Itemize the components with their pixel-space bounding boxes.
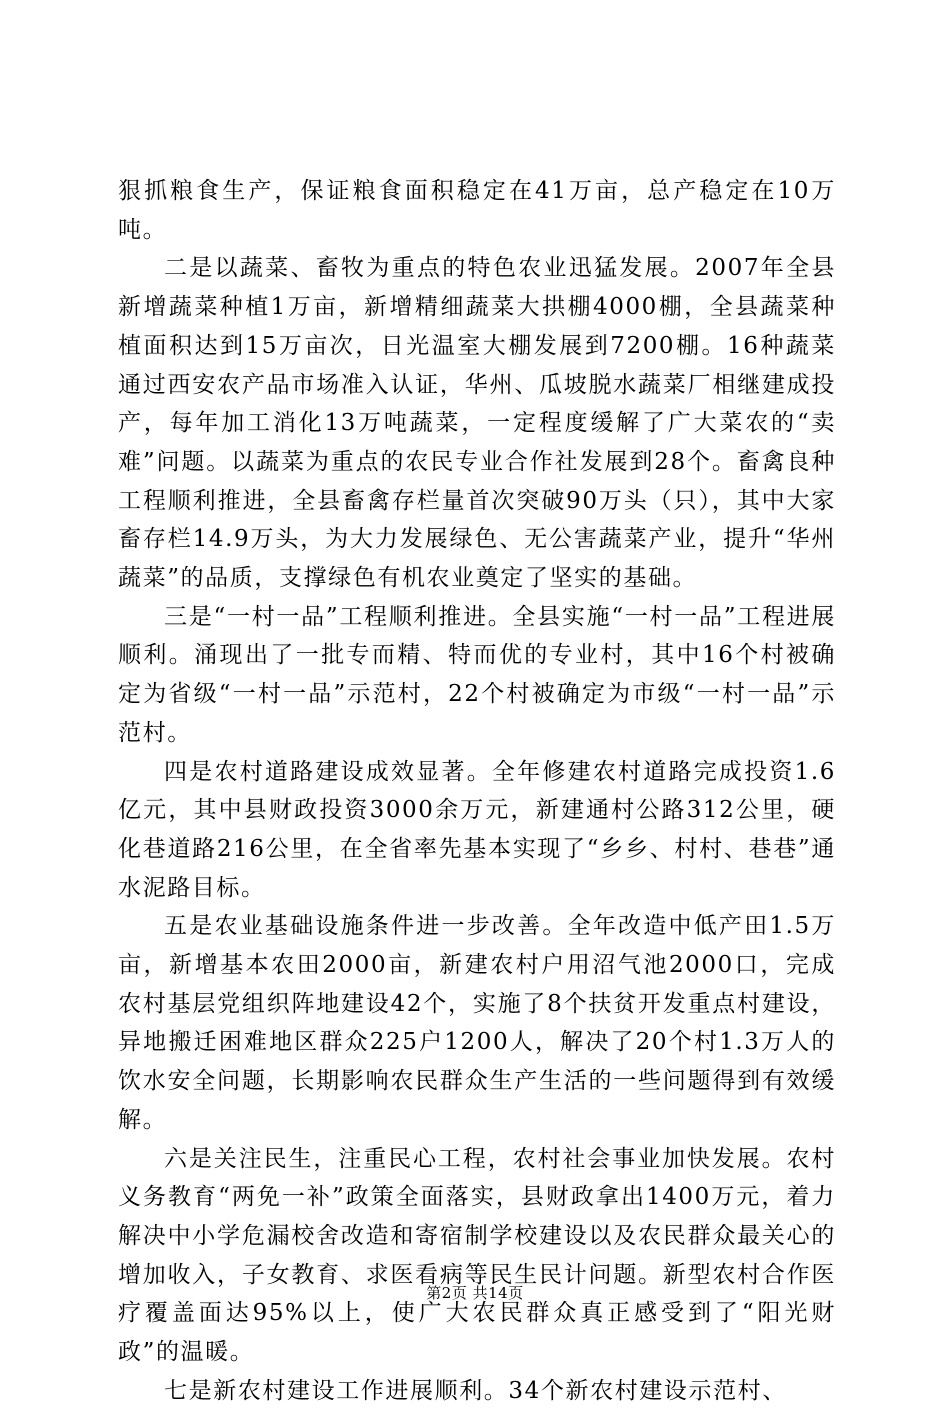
paragraph-agri-infrastructure: 五是农业基础设施条件进一步改善。全年改造中低产田1.5万亩，新增基本农田2000亩，新建农村户用沼气池2000口，完成农村基层党组织阵地建设42个，实施了8个扶贫开发重点村建设，异地搬迁困难地区群众225户1200人，解决了20个村1.3万人的饮水安全问题，长期影响农民群众生产生活的一些问题得到有效缓解。	[118, 913, 836, 1133]
document-body	[118, 172, 836, 1411]
paragraph-one-village-one-product: 三是“一村一品”工程顺利推进。全县实施“一村一品”工程进展顺利。涌现出了一批专而精、特而优的专业村，其中16个村被确定为省级“一村一品”示范村，22个村被确定为市级“一村一品”示范村。	[118, 603, 836, 746]
page-number-label: 第2页 共14页	[426, 1284, 524, 1302]
paragraph-rural-roads: 四是农村道路建设成效显著。全年修建农村道路完成投资1.6亿元，其中县财政投资3000余万元，新建通村公路312公里，硬化巷道路216公里，在全省率先基本实现了“乡乡、村村、巷巷”通水泥路目标。	[118, 758, 836, 901]
paragraph-new-countryside: 七是新农村建设工作进展顺利。34个新农村建设示范村、	[164, 1377, 787, 1404]
paragraph-vegetables-livestock: 二是以蔬菜、畜牧为重点的特色农业迅猛发展。2007年全县新增蔬菜种植1万亩，新增精细蔬菜大拱棚4000棚，全县蔬菜种植面积达到15万亩次，日光温室大棚发展到7200棚。16种蔬菜通过西安农产品市场准入认证，华州、瓜坡脱水蔬菜厂相继建成投产，每年加工消化13万吨蔬菜，一定程度缓解了广大菜农的“卖难”问题。以蔬菜为重点的农民专业合作社发展到28个。畜禽良种工程顺利推进，全县畜禽存栏量首次突破90万头（只），其中大家畜存栏14.9万头，为大力发展绿色、无公害蔬菜产业，提升“华州蔬菜”的品质，支撑绿色有机农业奠定了坚实的基础。	[118, 255, 836, 592]
paragraph-continuation: 狠抓粮食生产，保证粮食面积稳定在41万亩，总产稳定在10万吨。	[118, 178, 836, 243]
page-footer	[0, 1283, 950, 1303]
paragraph-livelihood: 六是关注民生，注重民心工程，农村社会事业加快发展。农村义务教育“两免一补”政策全面落实，县财政拿出1400万元，着力解决中小学危漏校舍改造和寄宿制学校建设以及农民群众最关心的增加收入，子女教育、求医看病等民生民计问题。新型农村合作医疗覆盖面达95%以上，使广大农民群众真正感受到了“阳光财政”的温暖。	[118, 1145, 836, 1366]
